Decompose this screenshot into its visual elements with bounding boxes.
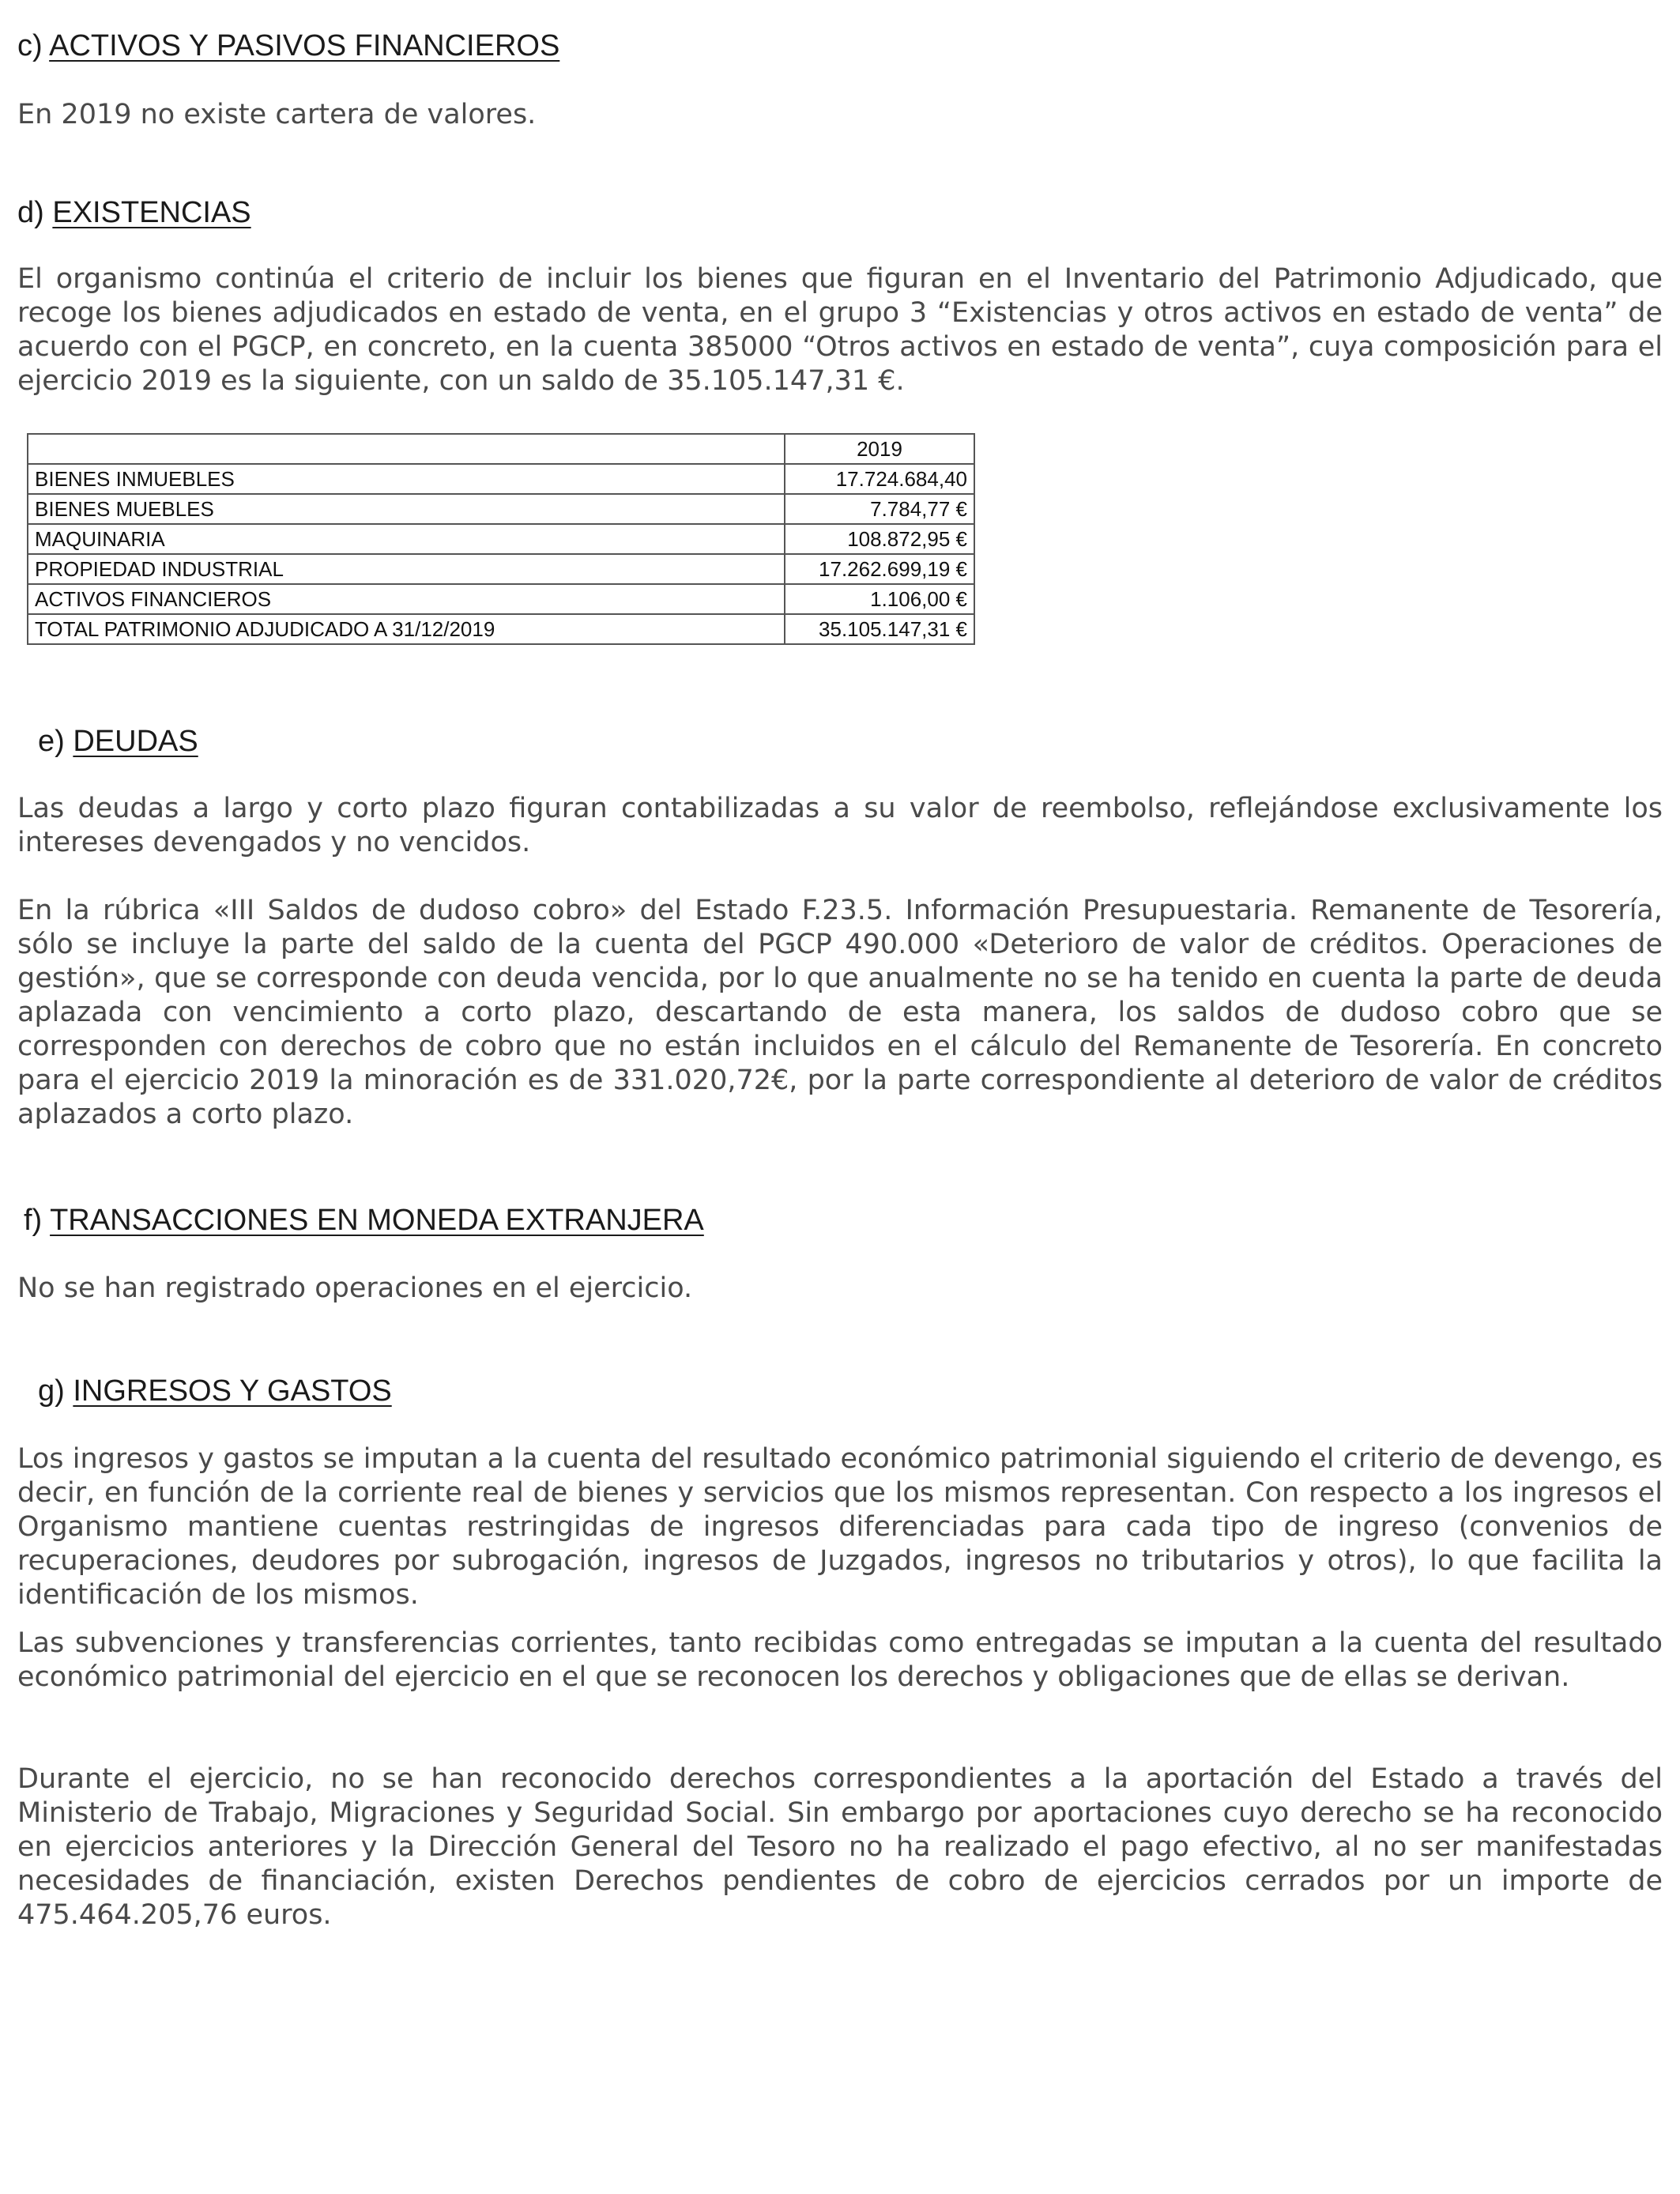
table-cell-label: MAQUINARIA — [28, 524, 785, 554]
paragraph-cartera: En 2019 no existe cartera de valores. — [17, 99, 537, 130]
heading-ingresos-gastos — [38, 1374, 392, 1408]
table-cell-value: 108.872,95 € — [785, 524, 974, 554]
inventory-table-wrap — [27, 433, 975, 645]
table-row — [28, 584, 974, 614]
heading-prefix: f) — [24, 1204, 43, 1237]
heading-prefix: d) — [17, 196, 44, 229]
table-cell-value: 35.105.147,31 € — [785, 614, 974, 644]
table-cell-value: 17.262.699,19 € — [785, 554, 974, 584]
paragraph-ingresos-2: Las subvenciones y transferencias corrientes, tanto recibidas como entregadas se imputan a la cuenta del resultado económico patrimonial del ejercicio en el que se reconocen los derechos y obligaciones que de ellas se derivan. — [17, 1627, 1663, 1693]
paragraph-deudas-1: Las deudas a largo y corto plazo figuran contabilizadas a su valor de reembolso, reflejándose exclusivamente los intereses devengados y no vencidos. — [17, 793, 1663, 858]
table-row — [28, 464, 974, 494]
heading-title: ACTIVOS Y PASIVOS FINANCIEROS — [49, 29, 560, 62]
heading-title: INGRESOS Y GASTOS — [73, 1374, 392, 1408]
table-header-row — [28, 434, 974, 464]
table-row — [28, 494, 974, 524]
heading-moneda-extranjera — [24, 1203, 704, 1238]
paragraph-ingresos-3: Durante el ejercicio, no se han reconocido derechos correspondientes a la aportación del Estado a través del Ministerio de Trabajo, Migraciones y Seguridad Social. Sin embargo por aportaciones cuyo derecho se ha reconocido en ejercicios anteriores y la Dirección General del Tesoro no ha realizado el pago efectivo, al no ser manifestadas necesidades de financiación, existen Derechos pendientes de cobro de ejercicios cerrados por un importe de 475.464.205,76 euros. — [17, 1763, 1663, 1931]
heading-prefix: e) — [38, 725, 65, 758]
paragraph-existencias: El organismo continúa el criterio de incluir los bienes que figuran en el Inventario del Patrimonio Adjudicado, que recoge los bienes adjudicados en estado de venta, en el grupo 3 “Existencias y otros activos en estado de venta” de acuerdo con el PGCP, en concreto, en la cuenta 385000 “Otros activos en estado de venta”, cuya composición para el ejercicio 2019 es la siguiente, con un saldo de 35.105.147,31 €. — [17, 263, 1663, 397]
table-cell-label: PROPIEDAD INDUSTRIAL — [28, 554, 785, 584]
table-cell-value: 1.106,00 € — [785, 584, 974, 614]
heading-prefix: c) — [17, 29, 43, 62]
heading-title: DEUDAS — [73, 725, 198, 758]
heading-activos-pasivos — [17, 28, 559, 63]
paragraph-moneda: No se han registrado operaciones en el ejercicio. — [17, 1272, 693, 1304]
table-row — [28, 524, 974, 554]
inventory-table — [27, 433, 975, 645]
heading-deudas — [38, 724, 198, 759]
table-cell-label: BIENES INMUEBLES — [28, 464, 785, 494]
heading-prefix: g) — [38, 1374, 65, 1408]
table-cell-value: 17.724.684,40 — [785, 464, 974, 494]
paragraph-ingresos-1: Los ingresos y gastos se imputan a la cuenta del resultado económico patrimonial siguiendo el criterio de devengo, es decir, en función de la corriente real de bienes y servicios que los mismos representan. Con respecto a los ingresos el Organismo mantiene cuentas restringidas de ingresos diferenciadas para cada tipo de ingreso (convenios de recuperaciones, deudores por subrogación, ingresos de Juzgados, ingresos no tributarios y otros), lo que facilita la identificación de los mismos. — [17, 1443, 1663, 1611]
table-row — [28, 554, 974, 584]
table-total-row — [28, 614, 974, 644]
paragraph-deudas-2: En la rúbrica «III Saldos de dudoso cobro» del Estado F.23.5. Información Presupuestaria. Remanente de Tesorería, sólo se incluye la parte del saldo de la cuenta del PGCP 490.000 «Deterioro de valor de créditos. Operaciones de gestión», que se corresponde con deuda vencida, por lo que anualmente no se ha tenido en cuenta la parte de deuda aplazada con vencimiento a corto plazo, descartando de esta manera, los saldos de dudoso cobro que se corresponden con derechos de cobro que no están incluidos en el cálculo del Remanente de Tesorería. En concreto para el ejercicio 2019 la minoración es de 331.020,72€, por la parte correspondiente al deterioro de valor de créditos aplazados a corto plazo. — [17, 895, 1663, 1130]
table-cell-value: 7.784,77 € — [785, 494, 974, 524]
table-cell-label: BIENES MUEBLES — [28, 494, 785, 524]
table-cell-label: ACTIVOS FINANCIEROS — [28, 584, 785, 614]
heading-existencias — [17, 195, 251, 230]
heading-title: TRANSACCIONES EN MONEDA EXTRANJERA — [50, 1204, 704, 1237]
table-cell-label: TOTAL PATRIMONIO ADJUDICADO A 31/12/2019 — [28, 614, 785, 644]
table-header-label — [28, 434, 785, 464]
heading-title: EXISTENCIAS — [52, 196, 251, 229]
table-header-year: 2019 — [785, 434, 974, 464]
